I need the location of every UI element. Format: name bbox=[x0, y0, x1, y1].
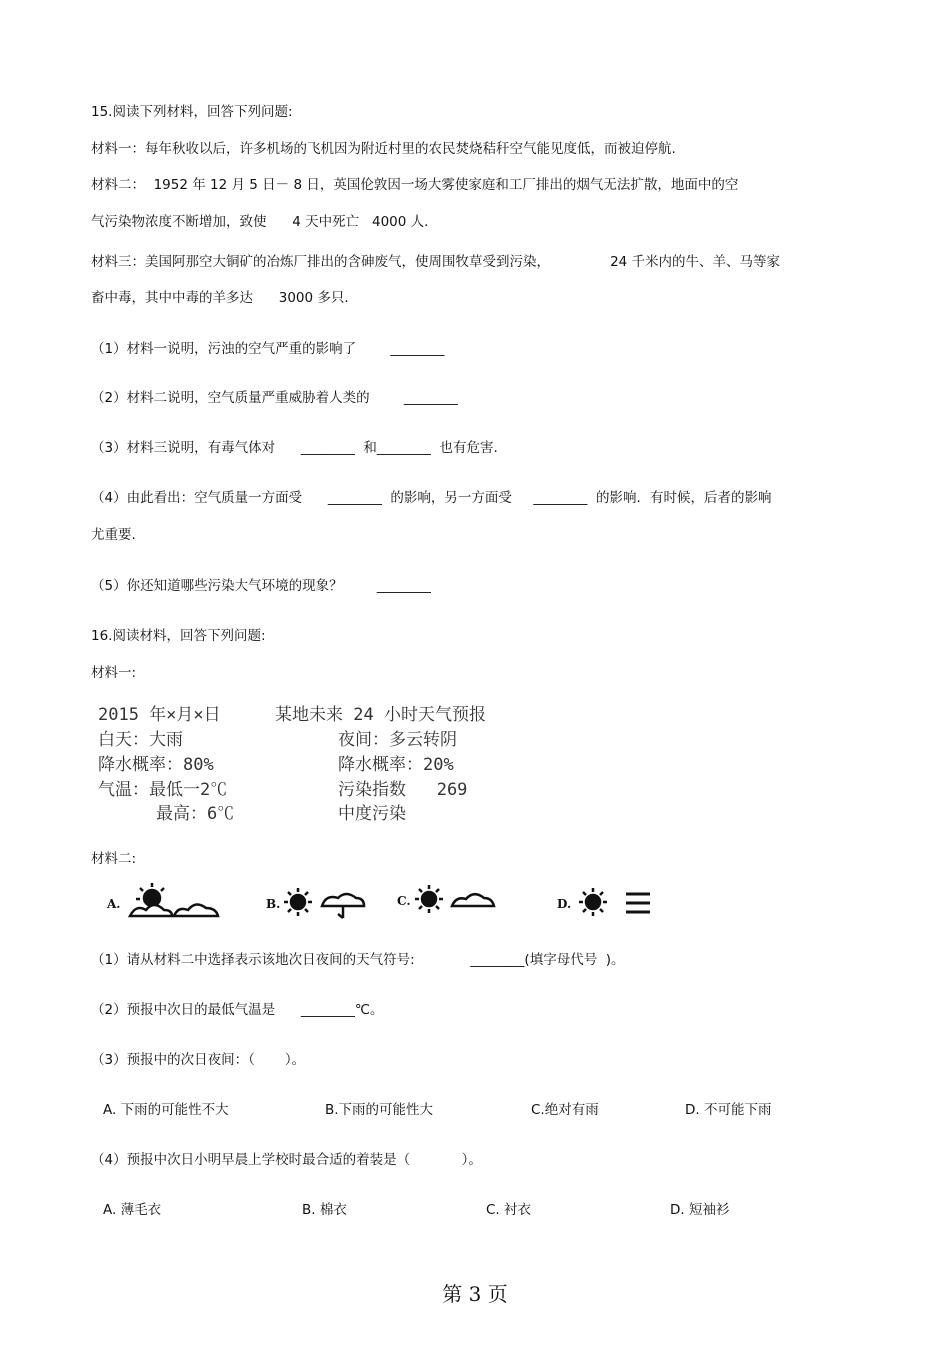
forecast-day-precip: 降水概率：80% bbox=[98, 755, 214, 775]
q15-subquestion-5: （5）你还知道哪些污染大气环境的现象？ ________ bbox=[91, 578, 431, 594]
q16-3-option-a: A. 下雨的可能性不大 bbox=[103, 1102, 229, 1118]
forecast-date: 2015 年×月×日 bbox=[98, 705, 221, 725]
forecast-heading: 某地未来 24 小时天气预报 bbox=[275, 705, 486, 725]
q15-subquestion-4-line2: 尤重要. bbox=[91, 527, 136, 543]
q15-subquestion-3: （3）材料三说明，有毒气体对 ________ 和________ 也有危害. bbox=[91, 440, 498, 456]
forecast-pollution-level: 中度污染 bbox=[338, 804, 406, 824]
rain-cloud-icon bbox=[322, 894, 364, 918]
symbol-b-label: B. bbox=[266, 897, 281, 911]
q16-3-option-b: B.下雨的可能性大 bbox=[325, 1102, 434, 1118]
symbol-c-label: C. bbox=[397, 894, 411, 908]
symbol-d-label: D. bbox=[557, 897, 572, 911]
cloud-icon-c bbox=[452, 894, 494, 906]
sun-icon-c bbox=[415, 885, 443, 913]
q16-4-option-c: C. 衬衣 bbox=[486, 1202, 532, 1218]
q16-4-option-a: A. 薄毛衣 bbox=[103, 1202, 162, 1218]
forecast-night-precip: 降水概率：20% bbox=[338, 755, 454, 775]
forecast-day: 白天：大雨 bbox=[98, 730, 183, 750]
page-number: 第 3 页 bbox=[442, 1282, 508, 1306]
q15-material-2-line1: 材料二： 1952 年 12 月 5 日－ 8 日，英国伦敦因一场大雾使家庭和工厂排出的烟气无法扩散，地面中的空 bbox=[91, 177, 739, 193]
sun-icon bbox=[284, 888, 312, 916]
fog-icon bbox=[626, 894, 650, 912]
q15-subquestion-4-line1: （4）由此看出：空气质量一方面受 ________ 的影响，另一方面受 ________ 的影响．有时候，后者的影响 bbox=[91, 490, 772, 506]
q16-subquestion-2: （2）预报中次日的最低气温是 ________℃。 bbox=[91, 1002, 384, 1018]
weather-symbols bbox=[100, 880, 660, 930]
sun-cloud-icon bbox=[130, 883, 172, 916]
q16-subquestion-3: （3）预报中的次日夜间：（ ）。 bbox=[91, 1052, 306, 1068]
symbol-a-label: A. bbox=[107, 897, 121, 911]
forecast-temp-low: 气温：最低一2℃ bbox=[98, 780, 228, 800]
q15-subquestion-1: （1）材料一说明，污浊的空气严重的影响了 ________ bbox=[91, 341, 445, 357]
q15-material-3-line2: 畜中毒，其中中毒的羊多达 3000 多只. bbox=[91, 290, 349, 306]
sun-icon-d bbox=[579, 888, 607, 916]
q16-subquestion-1: （1）请从材料二中选择表示该地次日夜间的天气符号: ________(填字母代号 )。 bbox=[91, 952, 625, 968]
forecast-night: 夜间：多云转阴 bbox=[338, 730, 457, 750]
cloud-icon bbox=[174, 904, 218, 916]
q15-material-2-line2: 气污染物浓度不断增加，致使 4 天中死亡 4000 人. bbox=[91, 214, 429, 230]
q16-4-option-b: B. 棉衣 bbox=[302, 1202, 347, 1218]
q16-title: 16.阅读材料，回答下列问题: bbox=[91, 628, 266, 644]
q15-subquestion-2: （2）材料二说明，空气质量严重威胁着人类的 ________ bbox=[91, 390, 458, 406]
q16-material-2-label: 材料二: bbox=[91, 851, 137, 867]
q16-3-option-d: D. 不可能下雨 bbox=[685, 1102, 772, 1118]
forecast-pollution-index: 污染指数 269 bbox=[338, 780, 468, 800]
q16-3-option-c: C.绝对有雨 bbox=[531, 1102, 599, 1118]
q15-material-3-line1: 材料三：美国阿那空大铜矿的冶炼厂排出的含砷废气，使周围牧草受到污染， 24 千米内的牛、羊、马等家 bbox=[91, 254, 781, 270]
forecast-temp-high: 最高：6℃ bbox=[156, 804, 235, 824]
q15-material-1: 材料一：每年秋收以后，许多机场的飞机因为附近村里的农民焚烧秸秆空气能见度低，而被迫停航. bbox=[91, 141, 676, 157]
q16-4-option-d: D. 短袖衫 bbox=[670, 1202, 730, 1218]
q15-title: 15.阅读下列材料，回答下列问题: bbox=[91, 104, 293, 120]
q16-subquestion-4: （4）预报中次日小明早晨上学校时最合适的着装是（ ）。 bbox=[91, 1152, 482, 1168]
q16-material-1-label: 材料一: bbox=[91, 665, 137, 681]
